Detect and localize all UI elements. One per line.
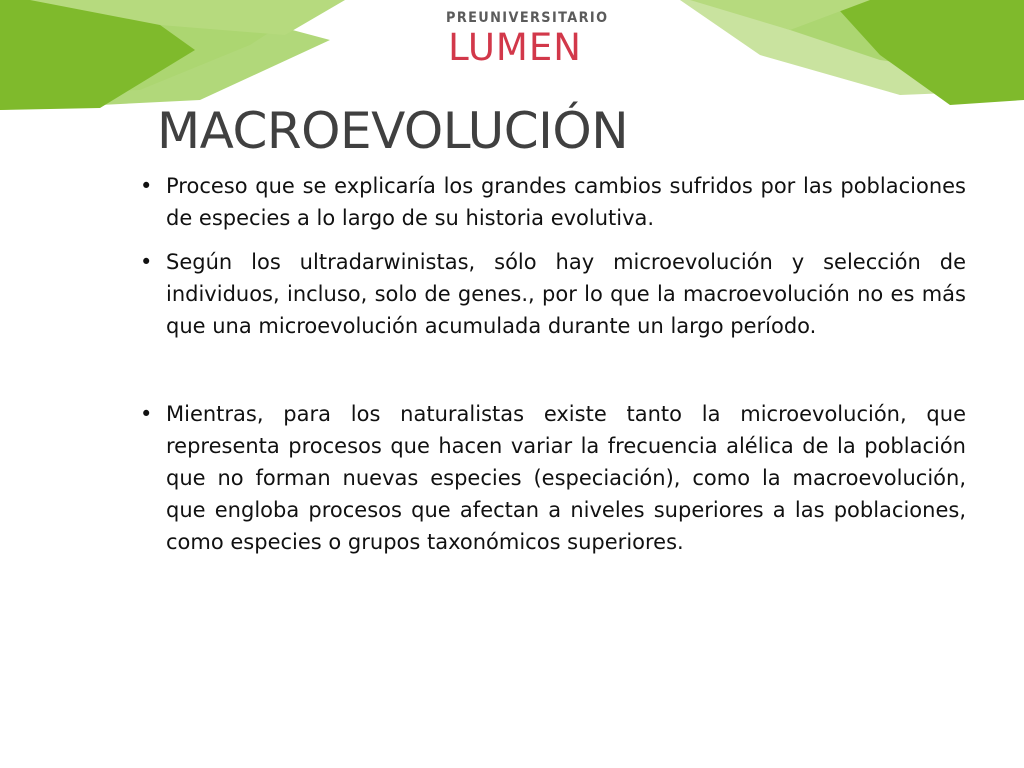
bullet-list <box>140 170 966 558</box>
bullet-text: Según los ultradarwinistas, sólo hay microevolución y selección de individuos, incluso, solo de genes., por lo que la macroevolución no es más que una microevolución acumulada durante un largo período. <box>166 250 966 338</box>
lumen-logo <box>440 10 609 70</box>
bullet-dot-icon: • <box>140 250 153 274</box>
bullet-text: Mientras, para los naturalistas existe tanto la microevolución, que representa procesos que hacen variar la frecuencia alélica de la población que no forman nuevas especies (especiación), como la macroevolución, que engloba procesos que afectan a niveles superiores a las poblaciones, como especies o grupos taxonómicos superiores. <box>166 402 966 554</box>
bullet-text: Proceso que se explicaría los grandes cambios sufridos por las poblaciones de especies a lo largo de su historia evolutiva. <box>166 174 966 230</box>
slide-title: MACROEVOLUCIÓN <box>157 102 629 160</box>
bullet-dot-icon: • <box>140 174 153 198</box>
logo-main-text: LUMEN <box>448 26 582 69</box>
bullet-item <box>140 246 966 342</box>
logo-top-text: PREUNIVERSITARIO <box>446 10 609 26</box>
bullet-item <box>140 170 966 234</box>
bullet-dot-icon: • <box>140 402 153 426</box>
bullet-item <box>140 398 966 558</box>
